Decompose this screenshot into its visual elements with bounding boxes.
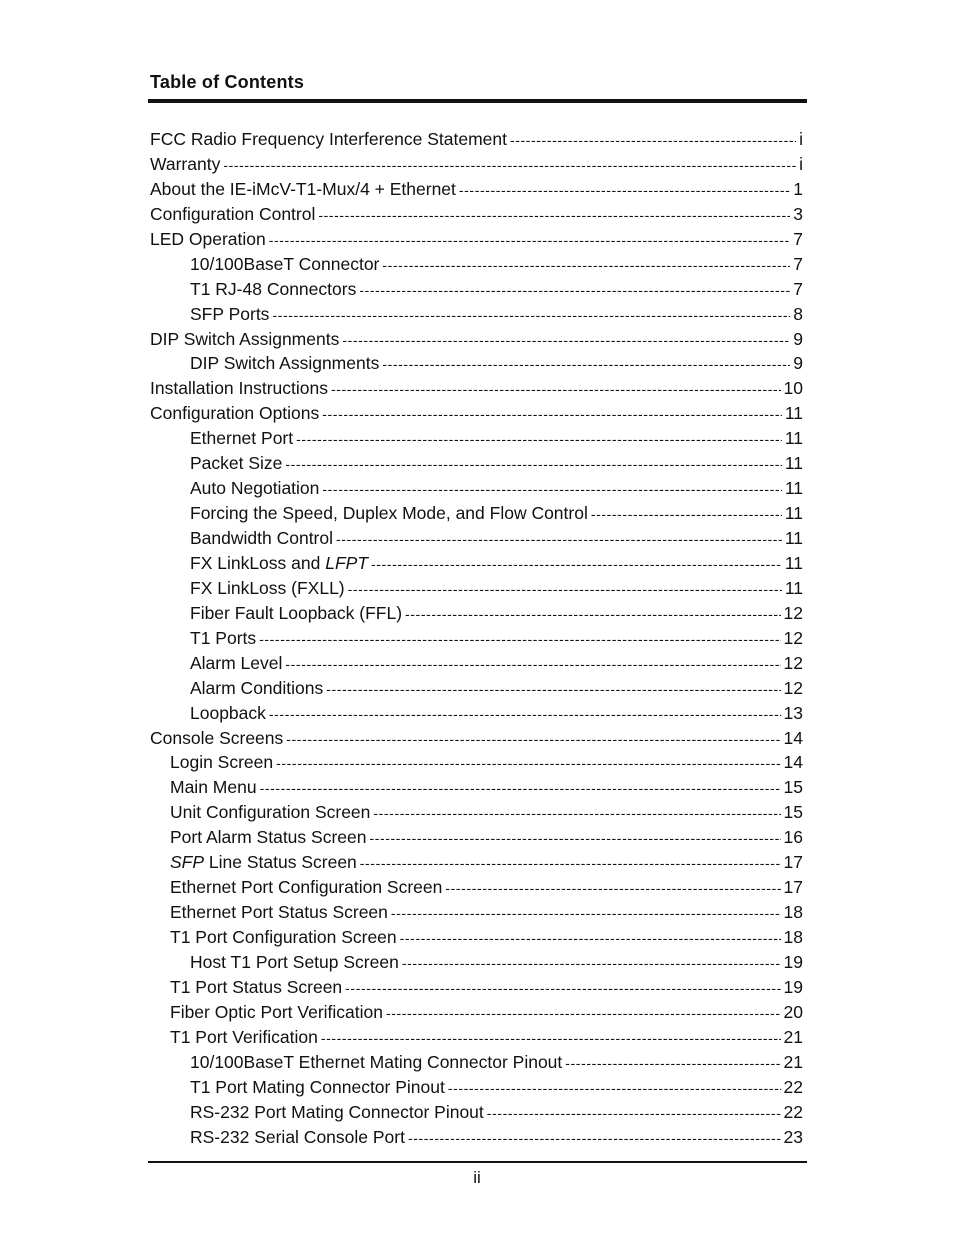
dot-leader (272, 303, 790, 327)
toc-entry-page: 18 (783, 927, 803, 947)
toc-entry-page: 11 (784, 503, 803, 524)
toc-entry-title-text: Ethernet Port Configuration Screen (170, 877, 443, 898)
toc-entry-title-text: About the IE-iMcV-T1-Mux/4 + Ethernet (150, 178, 456, 199)
toc-entry[interactable] (150, 850, 803, 875)
toc-entry-page: 17 (783, 852, 803, 873)
toc-entry-title (190, 1100, 484, 1125)
toc-entry-title-text: Loopback (190, 702, 266, 723)
toc-entry-title-text: 10/100BaseT Connector (190, 253, 380, 274)
toc-entry[interactable] (150, 975, 803, 1000)
toc-entry-title (170, 925, 397, 950)
toc-entry-title (150, 327, 339, 352)
toc-entry-page: 22 (783, 1076, 803, 1097)
toc-entry[interactable] (150, 900, 803, 925)
toc-entry-title-text: DIP Switch Assignments (190, 353, 380, 374)
page-number: ii (473, 1168, 481, 1187)
dot-leader (382, 253, 790, 277)
toc-entry[interactable] (150, 501, 803, 526)
toc-entry-page: 1 (793, 178, 803, 199)
toc-entry[interactable] (150, 651, 803, 676)
toc-entry-title (190, 576, 345, 601)
dot-leader (459, 178, 790, 202)
toc-entry-title-text: Unit Configuration Screen (170, 802, 371, 823)
toc-entry-title-text: Main Menu (170, 777, 257, 798)
toc-entry-title (150, 127, 507, 152)
toc-entry-title-text: Alarm Level (190, 652, 283, 673)
toc-entry-page: 7 (793, 253, 803, 274)
toc-entry-page: 21 (783, 1051, 803, 1072)
toc-entry[interactable] (150, 626, 803, 651)
toc-entry-title (170, 1000, 383, 1025)
toc-entry[interactable] (150, 701, 803, 726)
toc-entry-page: 12 (783, 652, 803, 673)
toc-entry-page: 11 (784, 478, 803, 499)
toc-entry-title-text: Ethernet Port (190, 428, 294, 449)
toc-entry[interactable] (150, 775, 803, 800)
toc-entry-page: i (799, 129, 803, 149)
toc-entry-page: 11 (784, 552, 803, 573)
toc-entry-title (190, 1075, 445, 1100)
toc-entry-title-text: RS-232 Serial Console Port (190, 1126, 405, 1147)
page-title: Table of Contents (150, 72, 305, 92)
header-rule (148, 99, 807, 103)
toc-entry-title-text: 10/100BaseT Ethernet Mating Connector Pinout (190, 1051, 563, 1072)
toc-entry-page: 9 (793, 353, 803, 374)
toc-entry-title (190, 277, 356, 302)
dot-leader (286, 727, 780, 751)
toc-entry-page: 11 (784, 428, 803, 449)
dot-leader (259, 627, 780, 651)
dot-leader (342, 328, 790, 352)
dot-leader (382, 352, 790, 376)
toc-entry[interactable] (150, 202, 803, 227)
toc-entry-title-text: Host T1 Port Setup Screen (190, 951, 399, 972)
toc-entry[interactable] (150, 1000, 803, 1025)
toc-entry[interactable] (150, 177, 803, 202)
toc-entry-title-text: Bandwidth Control (190, 528, 333, 548)
toc-entry-title-text: T1 Port Verification (170, 1026, 318, 1047)
toc-entry-title-text: Alarm Conditions (190, 677, 324, 698)
dot-leader (285, 452, 781, 476)
toc-entry[interactable] (150, 1025, 803, 1050)
toc-entry-page: 16 (783, 827, 803, 848)
dot-leader (448, 1076, 781, 1100)
dot-leader (405, 602, 781, 626)
dot-leader (321, 1026, 781, 1050)
toc-entry[interactable] (150, 401, 803, 426)
toc-entry-page: 18 (783, 902, 803, 923)
dot-leader (391, 901, 781, 925)
toc-entry-title-text: Installation Instructions (150, 378, 329, 399)
toc-entry-title (190, 626, 256, 651)
toc-entry-title (150, 177, 456, 202)
toc-entry-title-text: Configuration Options (150, 403, 320, 424)
toc-entry-page: 11 (784, 403, 803, 424)
toc-entry[interactable] (150, 426, 803, 451)
toc-entry-title (190, 950, 399, 975)
toc-entry-title (190, 1125, 405, 1150)
dot-leader (331, 377, 781, 401)
toc-entry-title (190, 501, 588, 526)
toc-entry-title-text: T1 Port Status Screen (170, 976, 343, 997)
toc-entry[interactable] (150, 925, 803, 950)
toc-entry-page: 14 (783, 752, 803, 773)
dot-leader (336, 527, 782, 551)
toc-entry[interactable] (150, 800, 803, 825)
dot-leader (360, 851, 781, 875)
dot-leader (269, 702, 781, 726)
toc-entry-page: 7 (793, 278, 803, 299)
toc-entry-page: i (799, 153, 803, 174)
dot-leader (400, 926, 781, 950)
toc-entry-page: 17 (783, 877, 803, 898)
toc-entry[interactable] (150, 127, 803, 152)
toc-entry[interactable] (150, 476, 803, 501)
toc-entry-title (190, 451, 282, 476)
toc-entry-title-text: Warranty (150, 153, 221, 174)
toc-entry-title-text: T1 Port Configuration Screen (170, 927, 397, 947)
toc-entry-title (190, 1050, 562, 1075)
toc-entry-title-text: T1 Ports (190, 627, 257, 648)
toc-entry[interactable] (150, 601, 803, 626)
dot-leader (359, 278, 790, 302)
toc-entry-page: 21 (783, 1026, 803, 1047)
dot-leader (487, 1101, 781, 1125)
toc-entry-page: 11 (784, 577, 803, 598)
dot-leader (369, 826, 780, 850)
toc-entry-title (190, 252, 379, 277)
dot-leader (322, 477, 781, 501)
toc-entry-page: 22 (783, 1101, 803, 1122)
toc-entry-title-text: LED Operation (150, 228, 266, 249)
toc-entry-title (190, 601, 402, 626)
toc-entry[interactable] (150, 1050, 803, 1075)
toc-entry-page: 3 (793, 203, 803, 224)
dot-leader (510, 128, 796, 152)
toc-entry-title-text: RS-232 Port Mating Connector Pinout (190, 1101, 484, 1122)
toc-entry-title (190, 426, 293, 451)
toc-entry[interactable] (150, 152, 803, 177)
toc-entry-page: 19 (783, 951, 803, 972)
toc-entry[interactable] (150, 526, 803, 551)
dot-leader (276, 751, 780, 775)
toc-entry[interactable] (150, 875, 803, 900)
dot-leader (260, 776, 781, 800)
toc-entry-page: 13 (783, 702, 803, 723)
toc-entry-page: 20 (783, 1001, 803, 1022)
toc-entry-title-italic: SFP (170, 852, 205, 873)
toc-entry-title (170, 875, 442, 900)
toc-entry-title (170, 800, 370, 825)
toc-entry-page: 10 (783, 378, 803, 399)
toc-entry-page: 11 (784, 528, 803, 548)
toc-entry-title (190, 476, 319, 501)
dot-leader (326, 677, 780, 701)
toc-entry[interactable] (150, 676, 803, 701)
toc-entry[interactable] (150, 302, 803, 327)
toc-entry-title (150, 401, 319, 426)
dot-leader (296, 427, 782, 451)
dot-leader (386, 1001, 781, 1025)
dot-leader (565, 1051, 780, 1075)
toc-entry-title (190, 551, 368, 576)
dot-leader (373, 801, 780, 825)
toc-entry-page: 9 (793, 328, 803, 349)
toc-entry-page: 19 (783, 976, 803, 997)
toc-entry-title-italic: LFPT (325, 552, 369, 573)
toc-entry-title-text: Line Status Screen (204, 852, 357, 873)
toc-entry-title (190, 651, 282, 676)
toc-entry[interactable] (150, 551, 803, 576)
toc-entry-title-text: SFP Ports (190, 303, 270, 324)
toc-entry[interactable] (150, 277, 803, 302)
toc-entry-title (150, 376, 328, 401)
toc-entry-title-text: FX LinkLoss and (190, 552, 326, 573)
toc-entry-title-text: Forcing the Speed, Duplex Mode, and Flow Control (190, 503, 588, 524)
toc-entry[interactable] (150, 950, 803, 975)
toc-entry[interactable] (150, 227, 803, 252)
toc-entry-title (170, 900, 388, 925)
toc-entry-title-text: Port Alarm Status Screen (170, 827, 367, 848)
toc-entry-title-text: Auto Negotiation (190, 478, 320, 499)
toc-entry-title (150, 152, 220, 177)
toc-entry[interactable] (150, 1125, 803, 1150)
toc-entry-page: 7 (793, 228, 803, 249)
dot-leader (345, 976, 780, 1000)
toc-entry-title (170, 775, 257, 800)
toc-entry[interactable] (150, 576, 803, 601)
toc-entry-page: 23 (783, 1126, 803, 1147)
dot-leader (591, 502, 782, 526)
toc-entry-title-text: Configuration Control (150, 203, 316, 224)
toc-entry[interactable] (150, 1100, 803, 1125)
dot-leader (348, 577, 782, 601)
table-of-contents (150, 127, 803, 1149)
toc-entry[interactable] (150, 1075, 803, 1100)
toc-entry[interactable] (150, 252, 803, 277)
dot-leader (322, 402, 782, 426)
toc-entry[interactable] (150, 351, 803, 376)
toc-entry-page: 15 (783, 802, 803, 823)
toc-entry-title (150, 202, 315, 227)
dot-leader (318, 203, 790, 227)
toc-entry-title (190, 526, 333, 551)
toc-entry-title-text: T1 RJ-48 Connectors (190, 278, 357, 299)
toc-entry-title (170, 850, 357, 875)
toc-entry-title-text: Packet Size (190, 453, 283, 474)
toc-entry-page: 12 (783, 602, 803, 623)
toc-entry-page: 11 (784, 453, 803, 474)
toc-entry-title-text: DIP Switch Assignments (150, 328, 340, 349)
toc-entry[interactable] (150, 750, 803, 775)
toc-entry-title (170, 975, 342, 1000)
dot-leader (408, 1126, 781, 1150)
toc-entry-title (150, 227, 266, 252)
toc-entry[interactable] (150, 825, 803, 850)
toc-entry-title (170, 825, 366, 850)
toc-entry-page: 12 (783, 627, 803, 648)
toc-entry-title (190, 701, 266, 726)
toc-entry-title (150, 726, 283, 751)
dot-leader (371, 552, 782, 576)
dot-leader (223, 153, 796, 177)
dot-leader (402, 951, 781, 975)
toc-entry-title-text: Console Screens (150, 727, 284, 748)
footer-rule (148, 1161, 807, 1163)
toc-entry-title-text: FX LinkLoss (FXLL) (190, 577, 345, 598)
dot-leader (445, 876, 780, 900)
toc-entry-page: 12 (783, 677, 803, 698)
toc-entry-page: 14 (783, 727, 803, 748)
toc-entry-page: 8 (793, 303, 803, 324)
toc-entry[interactable] (150, 376, 803, 401)
toc-entry-title-text: Fiber Fault Loopback (FFL) (190, 602, 403, 623)
toc-entry-title-text: Fiber Optic Port Verification (170, 1001, 383, 1022)
toc-entry[interactable] (150, 451, 803, 476)
toc-entry-title (170, 750, 273, 775)
dot-leader (269, 228, 791, 252)
toc-entry-title (170, 1025, 318, 1050)
toc-entry-title-text: FCC Radio Frequency Interference Statement (150, 129, 507, 149)
dot-leader (285, 652, 780, 676)
toc-entry-title (190, 302, 269, 327)
toc-entry-title-text: Ethernet Port Status Screen (170, 902, 388, 923)
toc-entry-title (190, 351, 379, 376)
toc-entry-title-text: Login Screen (170, 752, 274, 773)
toc-entry-title-text: T1 Port Mating Connector Pinout (190, 1076, 445, 1097)
toc-entry-title (190, 676, 323, 701)
toc-entry[interactable] (150, 327, 803, 352)
toc-entry[interactable] (150, 726, 803, 751)
toc-entry-page: 15 (783, 777, 803, 798)
